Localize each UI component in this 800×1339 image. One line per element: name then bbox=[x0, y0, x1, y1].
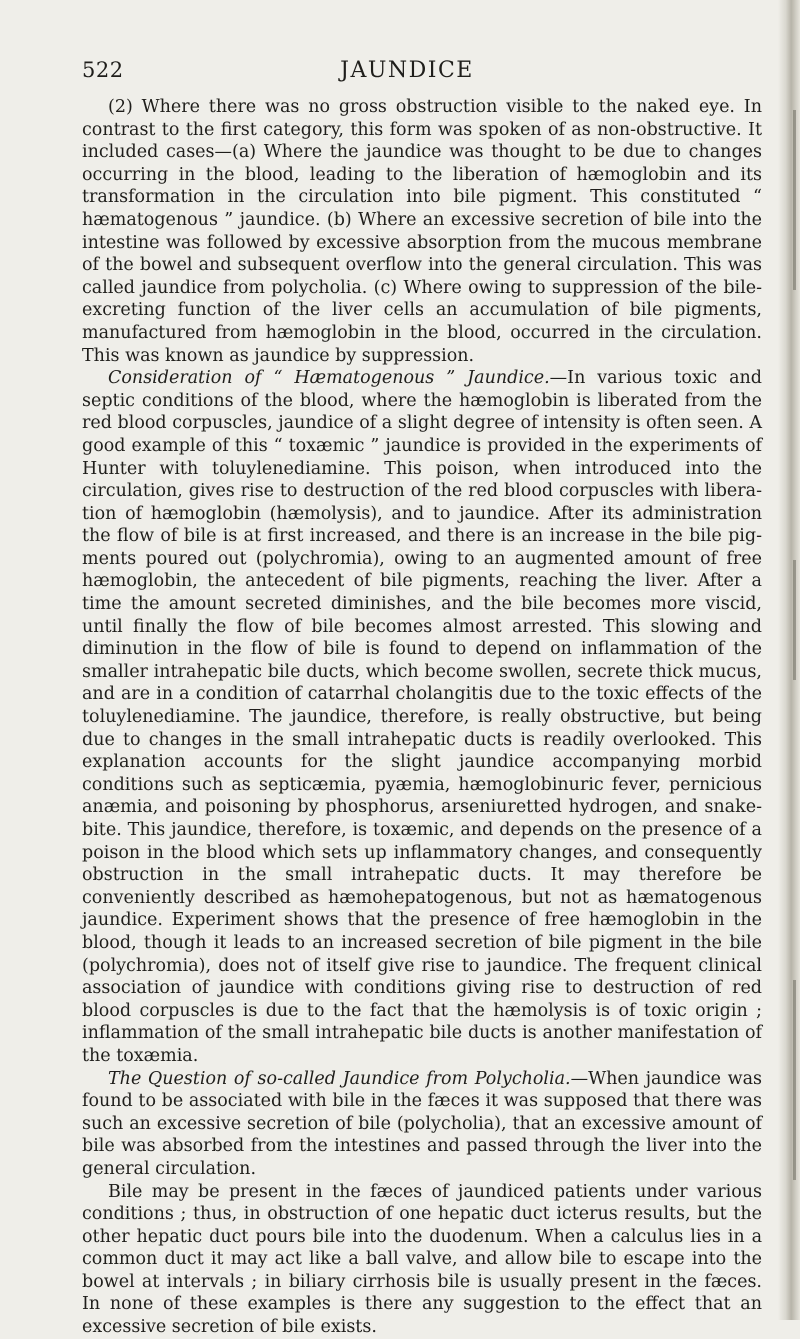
paragraph bbox=[82, 96, 762, 367]
page-edge bbox=[778, 0, 800, 1320]
edge-mark bbox=[793, 110, 796, 290]
paragraph bbox=[82, 1068, 762, 1181]
running-head: JAUNDICE bbox=[340, 58, 474, 83]
paragraph bbox=[82, 1181, 762, 1339]
paragraph-text: —In various toxic and septic conditions of the blood, where the hæmoglobin is liberated from the red blood corpuscles, jaundice of a slight degree of intensity is often seen. A good example of this “ toxæmic ” jaundice is provided in the experiments of Hunter with toluylenediamine. This poison, when introduced into the circulation, gives rise to destruction of the red blood corpuscles with liberation of hæmoglobin (hæmolysis), and to jaundice. After its administration the flow of bile is at first increased, and there is an increase in the bile pigments poured out (polychromia), owing to an augmented amount of free hæmoglobin, the antecedent of bile pigments, reaching the liver. After a time the amount secreted diminishes, and the bile becomes more viscid, until finally the flow of bile becomes almost arrested. This slowing and diminution in the flow of bile is found to depend on inflammation of the smaller intrahepatic bile ducts, which become swollen, secrete thick mucus, and are in a condition of catarrhal cholangitis due to the toxic effects of the toluylenediamine. The jaundice, therefore, is really obstructive, but being due to changes in the small intrahepatic ducts is readily overlooked. This explanation accounts for the slight jaundice accompanying morbid conditions such as septicæmia, pyæmia, hæmoglobinuric fever, pernicious anæmia, and poisoning by phosphorus, arseniuretted hydrogen, and snake-bite. This jaundice, therefore, is toxæmic, and depends on the presence of a poison in the blood which sets up inflammatory changes, and consequently obstruction in the small intrahepatic ducts. It may therefore be conveniently described as hæmohepatogenous, but not as hæmatogenous jaundice. Experiment shows that the presence of free hæmoglobin in the blood, though it leads to an increased secretion of bile pigment in the bile (polychromia), does not of itself give rise to jaundice. The frequent clinical association of jaundice with conditions giving rise to destruction of red blood corpuscles is due to the fact that the hæmolysis is of toxic origin ; inflammation of the small intrahepatic bile ducts is another manifestation of the toxæmia. bbox=[82, 368, 762, 1066]
page-number: 522 bbox=[82, 58, 124, 82]
paragraph bbox=[82, 367, 762, 1067]
edge-mark bbox=[793, 980, 796, 1180]
paragraph-text: Bile may be present in the fæces of jaundiced patients under various conditions ; thus, in obstruction of one hepatic duct icterus results, but the other hepatic duct pours bile into the duodenum. When a calculus lies in a common duct it may act like a ball valve, and allow bile to escape into the bowel at intervals ; in biliary cirrhosis bile is usually present in the fæces. In none of these examples is there any suggestion to the effect that an excessive secretion of bile exists. bbox=[82, 1181, 762, 1338]
page-header bbox=[82, 58, 732, 92]
paragraph-text: (2) Where there was no gross obstruction visible to the naked eye. In contrast to the first category, this form was spoken of as non-obstructive. It included cases—(a) Where the jaundice was thought to be due to changes occurring in the blood, leading to the liberation of hæmoglobin and its transformation in the circulation into bile pigment. This constituted “ hæmatogenous ” jaundice. (b) Where an excessive secretion of bile into the intestine was followed by excessive absorption from the mucous membrane of the bowel and subsequent overflow into the general circulation. This was called jaundice from polycholia. (c) Where owing to suppression of the bile-excreting function of the liver cells an accumulation of bile pigments, manufactured from hæmoglobin in the blood, occurred in the circulation. This was known as jaundice by suppression. bbox=[82, 97, 762, 366]
paragraph-text: —When jaundice was found to be associated with bile in the fæces it was supposed that there was such an excessive secretion of bile (polycholia), that an excessive amount of bile was absorbed from the intestines and passed through the liver into the general circulation. bbox=[82, 1068, 762, 1179]
edge-mark bbox=[793, 560, 796, 680]
body-text bbox=[82, 96, 762, 1339]
paragraph-lead: Consideration of “ Hæmatogenous ” Jaundice. bbox=[108, 368, 550, 389]
paragraph-lead: The Question of so-called Jaundice from Polycholia. bbox=[108, 1068, 571, 1089]
